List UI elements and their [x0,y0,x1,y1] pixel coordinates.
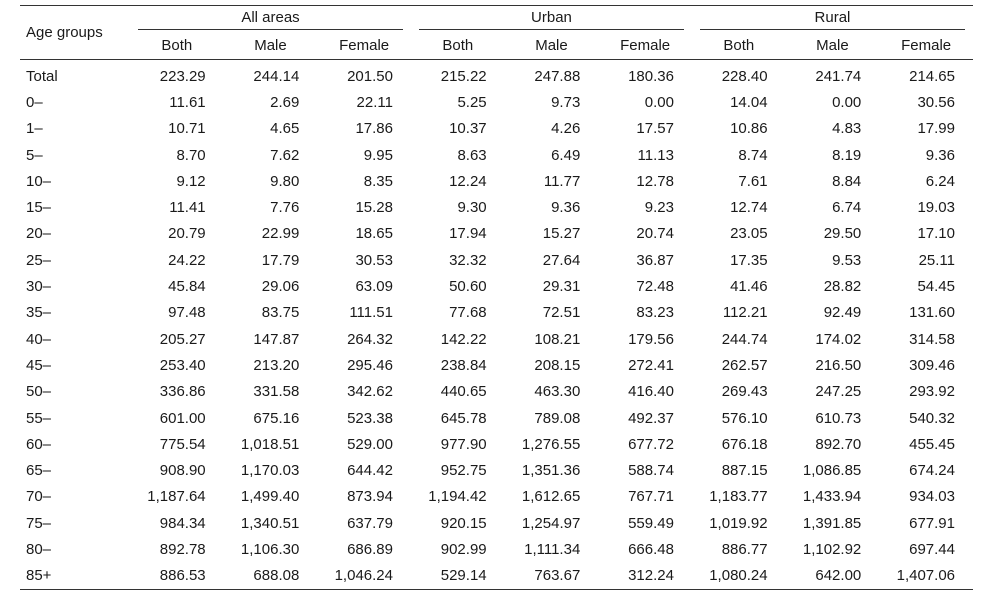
table-body [20,60,973,590]
value-cell: 179.56 [628,330,674,348]
value-cell: 644.42 [347,462,393,480]
mortality-rate-table [20,5,973,590]
age-group-cell: 15– [26,199,52,217]
value-cell: 214.65 [909,67,955,85]
value-cell: 676.18 [721,435,768,453]
group-label: Urban [419,9,684,30]
value-cell: 8.19 [832,146,862,164]
value-cell: 6.24 [925,172,955,190]
value-cell: 1,276.55 [521,435,581,453]
value-cell: 559.49 [628,514,674,532]
value-cell: 1,391.85 [802,514,862,532]
value-cell: 8.74 [738,146,768,164]
value-cell: 1,019.92 [709,514,768,532]
value-cell: 610.73 [815,409,862,427]
table-row [20,89,973,115]
value-cell: 540.32 [909,409,955,427]
value-cell: 576.10 [721,409,768,427]
age-groups-header: Age groups [26,24,103,41]
table-row [20,457,973,483]
value-cell: 27.64 [542,251,581,269]
value-cell: 688.08 [253,567,300,585]
value-cell: 336.86 [159,383,206,401]
column-header: Male [254,37,287,54]
value-cell: 775.54 [159,435,206,453]
value-cell: 17.57 [636,120,674,138]
value-cell: 677.72 [628,435,674,453]
value-cell: 789.08 [534,409,581,427]
value-cell: 9.80 [270,172,300,190]
value-cell: 36.87 [636,251,674,269]
value-cell: 77.68 [449,304,487,322]
age-group-cell: 70– [26,488,52,506]
value-cell: 9.95 [363,146,393,164]
value-cell: 11.77 [543,172,581,190]
table-row [20,563,973,590]
value-cell: 767.71 [628,488,674,506]
value-cell: 1,170.03 [240,462,300,480]
value-cell: 977.90 [440,435,487,453]
value-cell: 11.61 [169,93,206,111]
column-header: Female [339,37,390,54]
value-cell: 8.70 [176,146,206,164]
table-row [20,379,973,405]
value-cell: 147.87 [253,330,300,348]
table-row [20,247,973,273]
value-cell: 241.74 [815,67,862,85]
value-cell: 920.15 [440,514,487,532]
value-cell: 7.61 [738,172,768,190]
column-header: Male [535,37,568,54]
value-cell: 4.26 [551,120,581,138]
group-header-row [20,6,973,33]
value-cell: 244.14 [253,67,300,85]
value-cell: 29.06 [261,278,300,296]
value-cell: 264.32 [347,330,393,348]
value-cell: 12.24 [449,172,487,190]
value-cell: 492.37 [628,409,674,427]
age-group-cell: 1– [26,120,43,138]
value-cell: 0.00 [832,93,862,111]
table-row [20,536,973,562]
value-cell: 2.69 [270,93,300,111]
value-cell: 1,187.64 [147,488,206,506]
value-cell: 9.36 [551,199,581,217]
value-cell: 12.78 [636,172,674,190]
table-row [20,405,973,431]
age-group-cell: 80– [26,540,52,558]
value-cell: 675.16 [253,409,300,427]
value-cell: 18.65 [355,225,393,243]
value-cell: 238.84 [440,356,487,374]
table-row [20,194,973,220]
value-cell: 247.25 [815,383,862,401]
value-cell: 92.49 [823,304,862,322]
group-label: All areas [138,9,403,30]
value-cell: 111.51 [349,304,393,322]
value-cell: 63.09 [355,278,393,296]
value-cell: 440.65 [440,383,487,401]
value-cell: 17.35 [730,251,768,269]
value-cell: 20.79 [168,225,206,243]
value-cell: 886.53 [159,567,206,585]
value-cell: 208.15 [534,356,581,374]
value-cell: 934.03 [909,488,955,506]
value-cell: 24.22 [168,251,206,269]
age-group-cell: 75– [26,514,52,532]
value-cell: 22.99 [261,225,300,243]
column-header: Male [816,37,849,54]
value-cell: 23.05 [730,225,768,243]
column-header: Female [620,37,671,54]
value-cell: 7.76 [270,199,300,217]
value-cell: 523.38 [347,409,393,427]
value-cell: 112.21 [722,304,768,322]
age-group-cell: 35– [26,304,52,322]
value-cell: 697.44 [909,540,955,558]
value-cell: 887.15 [721,462,768,480]
subheader-row [20,32,973,60]
value-cell: 952.75 [440,462,487,480]
value-cell: 873.94 [347,488,393,506]
value-cell: 309.46 [909,356,955,374]
value-cell: 22.11 [356,93,393,111]
value-cell: 1,080.24 [709,567,768,585]
column-header: Both [161,37,193,54]
age-group-cell: 50– [26,383,52,401]
age-group-cell: 30– [26,278,52,296]
value-cell: 9.36 [925,146,955,164]
value-cell: 1,194.42 [428,488,487,506]
value-cell: 1,086.85 [802,462,862,480]
value-cell: 17.99 [917,120,955,138]
value-cell: 216.50 [815,356,862,374]
value-cell: 174.02 [815,330,862,348]
value-cell: 8.35 [363,172,393,190]
table-row [20,142,973,168]
value-cell: 19.03 [917,199,955,217]
age-group-cell: 65– [26,462,52,480]
value-cell: 1,499.40 [240,488,300,506]
value-cell: 205.27 [159,330,206,348]
value-cell: 244.74 [721,330,768,348]
value-cell: 72.51 [542,304,581,322]
group-label: Rural [700,9,965,30]
value-cell: 331.58 [253,383,300,401]
value-cell: 9.23 [644,199,674,217]
value-cell: 902.99 [440,540,487,558]
value-cell: 17.86 [355,120,393,138]
value-cell: 15.28 [355,199,393,217]
table-row [20,510,973,536]
value-cell: 763.67 [534,567,581,585]
value-cell: 8.84 [832,172,862,190]
value-cell: 54.45 [917,278,955,296]
value-cell: 10.71 [168,120,206,138]
value-cell: 4.65 [270,120,300,138]
value-cell: 645.78 [440,409,487,427]
value-cell: 892.78 [159,540,206,558]
value-cell: 108.21 [534,330,581,348]
value-cell: 83.75 [261,304,300,322]
value-cell: 1,183.77 [709,488,768,506]
value-cell: 228.40 [721,67,768,85]
value-cell: 9.12 [176,172,206,190]
value-cell: 314.58 [909,330,955,348]
value-cell: 674.24 [909,462,955,480]
value-cell: 1,433.94 [802,488,862,506]
table-row [20,221,973,247]
value-cell: 30.53 [355,251,393,269]
value-cell: 269.43 [721,383,768,401]
value-cell: 1,102.92 [802,540,862,558]
value-cell: 6.74 [832,199,862,217]
age-group-cell: 60– [26,435,52,453]
value-cell: 588.74 [628,462,674,480]
value-cell: 97.48 [168,304,206,322]
age-group-cell: 20– [26,225,52,243]
value-cell: 41.46 [730,278,768,296]
value-cell: 342.62 [347,383,393,401]
value-cell: 272.41 [628,356,674,374]
age-group-cell: 5– [26,146,43,164]
value-cell: 1,046.24 [334,567,393,585]
value-cell: 637.79 [347,514,393,532]
value-cell: 6.49 [551,146,581,164]
value-cell: 45.84 [168,278,206,296]
value-cell: 1,111.34 [524,540,581,558]
value-cell: 9.73 [551,93,581,111]
table-row [20,352,973,378]
column-header: Female [901,37,952,54]
value-cell: 180.36 [628,67,674,85]
value-cell: 1,254.97 [521,514,581,532]
value-cell: 1,407.06 [896,567,955,585]
value-cell: 908.90 [159,462,206,480]
value-cell: 17.94 [449,225,487,243]
value-cell: 10.86 [730,120,768,138]
value-cell: 9.30 [457,199,487,217]
value-cell: 463.30 [534,383,581,401]
value-cell: 201.50 [347,67,393,85]
value-cell: 30.56 [917,93,955,111]
table-row [20,484,973,510]
value-cell: 1,340.51 [240,514,300,532]
value-cell: 686.89 [347,540,393,558]
table-row [20,116,973,142]
value-cell: 29.31 [542,278,581,296]
value-cell: 50.60 [449,278,487,296]
value-cell: 10.37 [449,120,487,138]
value-cell: 72.48 [636,278,674,296]
age-group-cell: 85+ [26,567,52,585]
value-cell: 15.27 [542,225,581,243]
value-cell: 83.23 [636,304,674,322]
value-cell: 1,612.65 [521,488,581,506]
value-cell: 17.79 [261,251,300,269]
table-row [20,273,973,299]
value-cell: 32.32 [449,251,487,269]
value-cell: 293.92 [909,383,955,401]
value-cell: 213.20 [253,356,300,374]
value-cell: 12.74 [730,199,768,217]
value-cell: 886.77 [721,540,768,558]
value-cell: 262.57 [721,356,768,374]
column-header: Both [723,37,755,54]
table-row [20,431,973,457]
group-header-urban [411,6,692,33]
value-cell: 131.60 [909,304,955,322]
value-cell: 142.22 [440,330,487,348]
table-row [20,326,973,352]
value-cell: 416.40 [628,383,674,401]
value-cell: 25.11 [918,251,955,269]
value-cell: 1,351.36 [521,462,581,480]
value-cell: 529.00 [347,435,393,453]
table-row [20,60,973,90]
age-group-cell: 45– [26,356,52,374]
value-cell: 9.53 [832,251,862,269]
value-cell: 295.46 [347,356,393,374]
age-group-cell: 10– [26,172,52,190]
value-cell: 642.00 [815,567,862,585]
value-cell: 11.13 [637,146,674,164]
value-cell: 4.83 [832,120,862,138]
value-cell: 247.88 [534,67,581,85]
value-cell: 17.10 [917,225,955,243]
group-header-all-areas [130,6,411,33]
value-cell: 11.41 [169,199,206,217]
value-cell: 1,106.30 [240,540,300,558]
value-cell: 1,018.51 [240,435,300,453]
age-group-cell: 40– [26,330,52,348]
age-group-cell: Total [26,67,58,85]
age-group-cell: 25– [26,251,52,269]
table-row [20,168,973,194]
value-cell: 29.50 [823,225,862,243]
value-cell: 5.25 [457,93,487,111]
value-cell: 215.22 [440,67,487,85]
value-cell: 28.82 [823,278,862,296]
value-cell: 253.40 [159,356,206,374]
table-row [20,300,973,326]
value-cell: 223.29 [159,67,206,85]
value-cell: 8.63 [457,146,487,164]
value-cell: 892.70 [815,435,862,453]
age-group-cell: 55– [26,409,52,427]
table-header [20,6,973,60]
value-cell: 529.14 [440,567,487,585]
value-cell: 677.91 [909,514,955,532]
value-cell: 666.48 [628,540,674,558]
value-cell: 601.00 [159,409,206,427]
group-header-rural [692,6,973,33]
value-cell: 7.62 [270,146,300,164]
value-cell: 984.34 [159,514,206,532]
value-cell: 20.74 [636,225,674,243]
value-cell: 455.45 [909,435,955,453]
column-header: Both [442,37,474,54]
value-cell: 0.00 [644,93,674,111]
value-cell: 14.04 [730,93,768,111]
age-group-cell: 0– [26,93,43,111]
value-cell: 312.24 [628,567,674,585]
